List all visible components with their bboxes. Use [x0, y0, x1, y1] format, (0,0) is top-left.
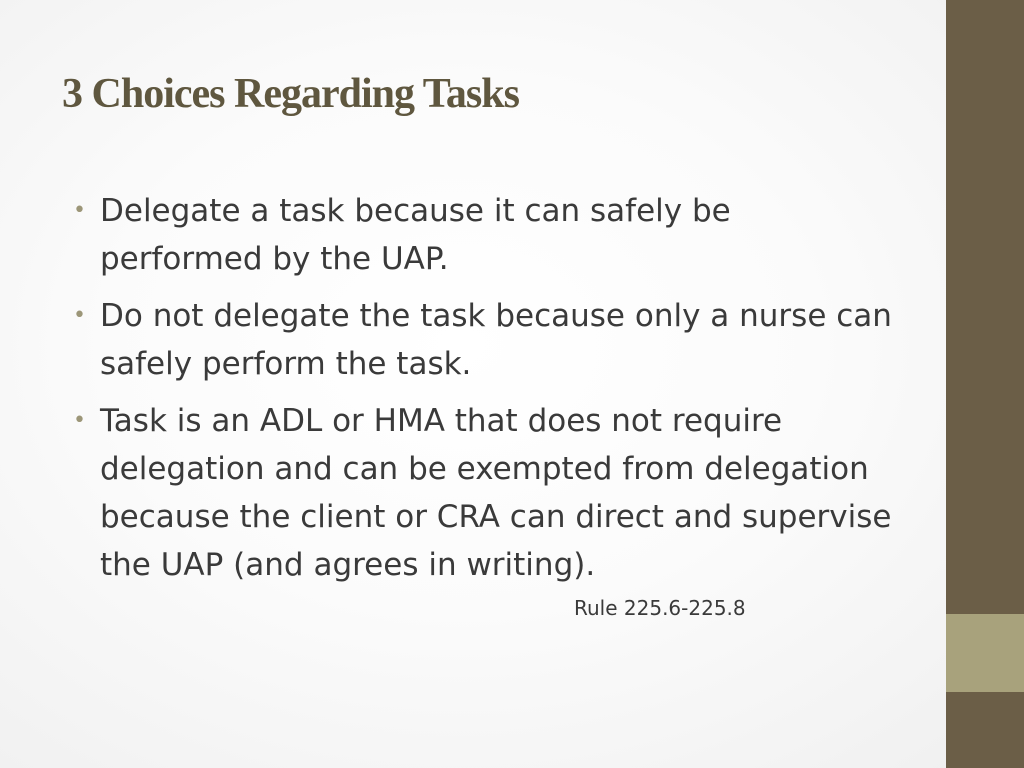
slide-title: 3 Choices Regarding Tasks — [62, 71, 519, 117]
bullet-list — [72, 187, 902, 598]
bullet-dot-icon: • — [73, 408, 86, 433]
bullet-text: Delegate a task because it can safely be performed by the UAP. — [100, 193, 731, 277]
bullet-text: Do not delegate the task because only a nurse can safely perform the task. — [100, 298, 892, 382]
bullet-text: Task is an ADL or HMA that does not require delegation and can be exempted from delegation because the client or CRA can direct and supervise the UAP (and agrees in writing). — [100, 403, 892, 583]
bullet-item-delegate — [72, 187, 902, 283]
bullet-dot-icon: • — [73, 198, 86, 223]
bullet-dot-icon: • — [73, 303, 86, 328]
bullet-item-exempt — [72, 397, 902, 589]
decorative-sidebar — [946, 0, 1024, 768]
rule-reference: Rule 225.6-225.8 — [574, 596, 746, 620]
sidebar-accent-block — [946, 614, 1024, 692]
bullet-item-do-not-delegate — [72, 292, 902, 388]
